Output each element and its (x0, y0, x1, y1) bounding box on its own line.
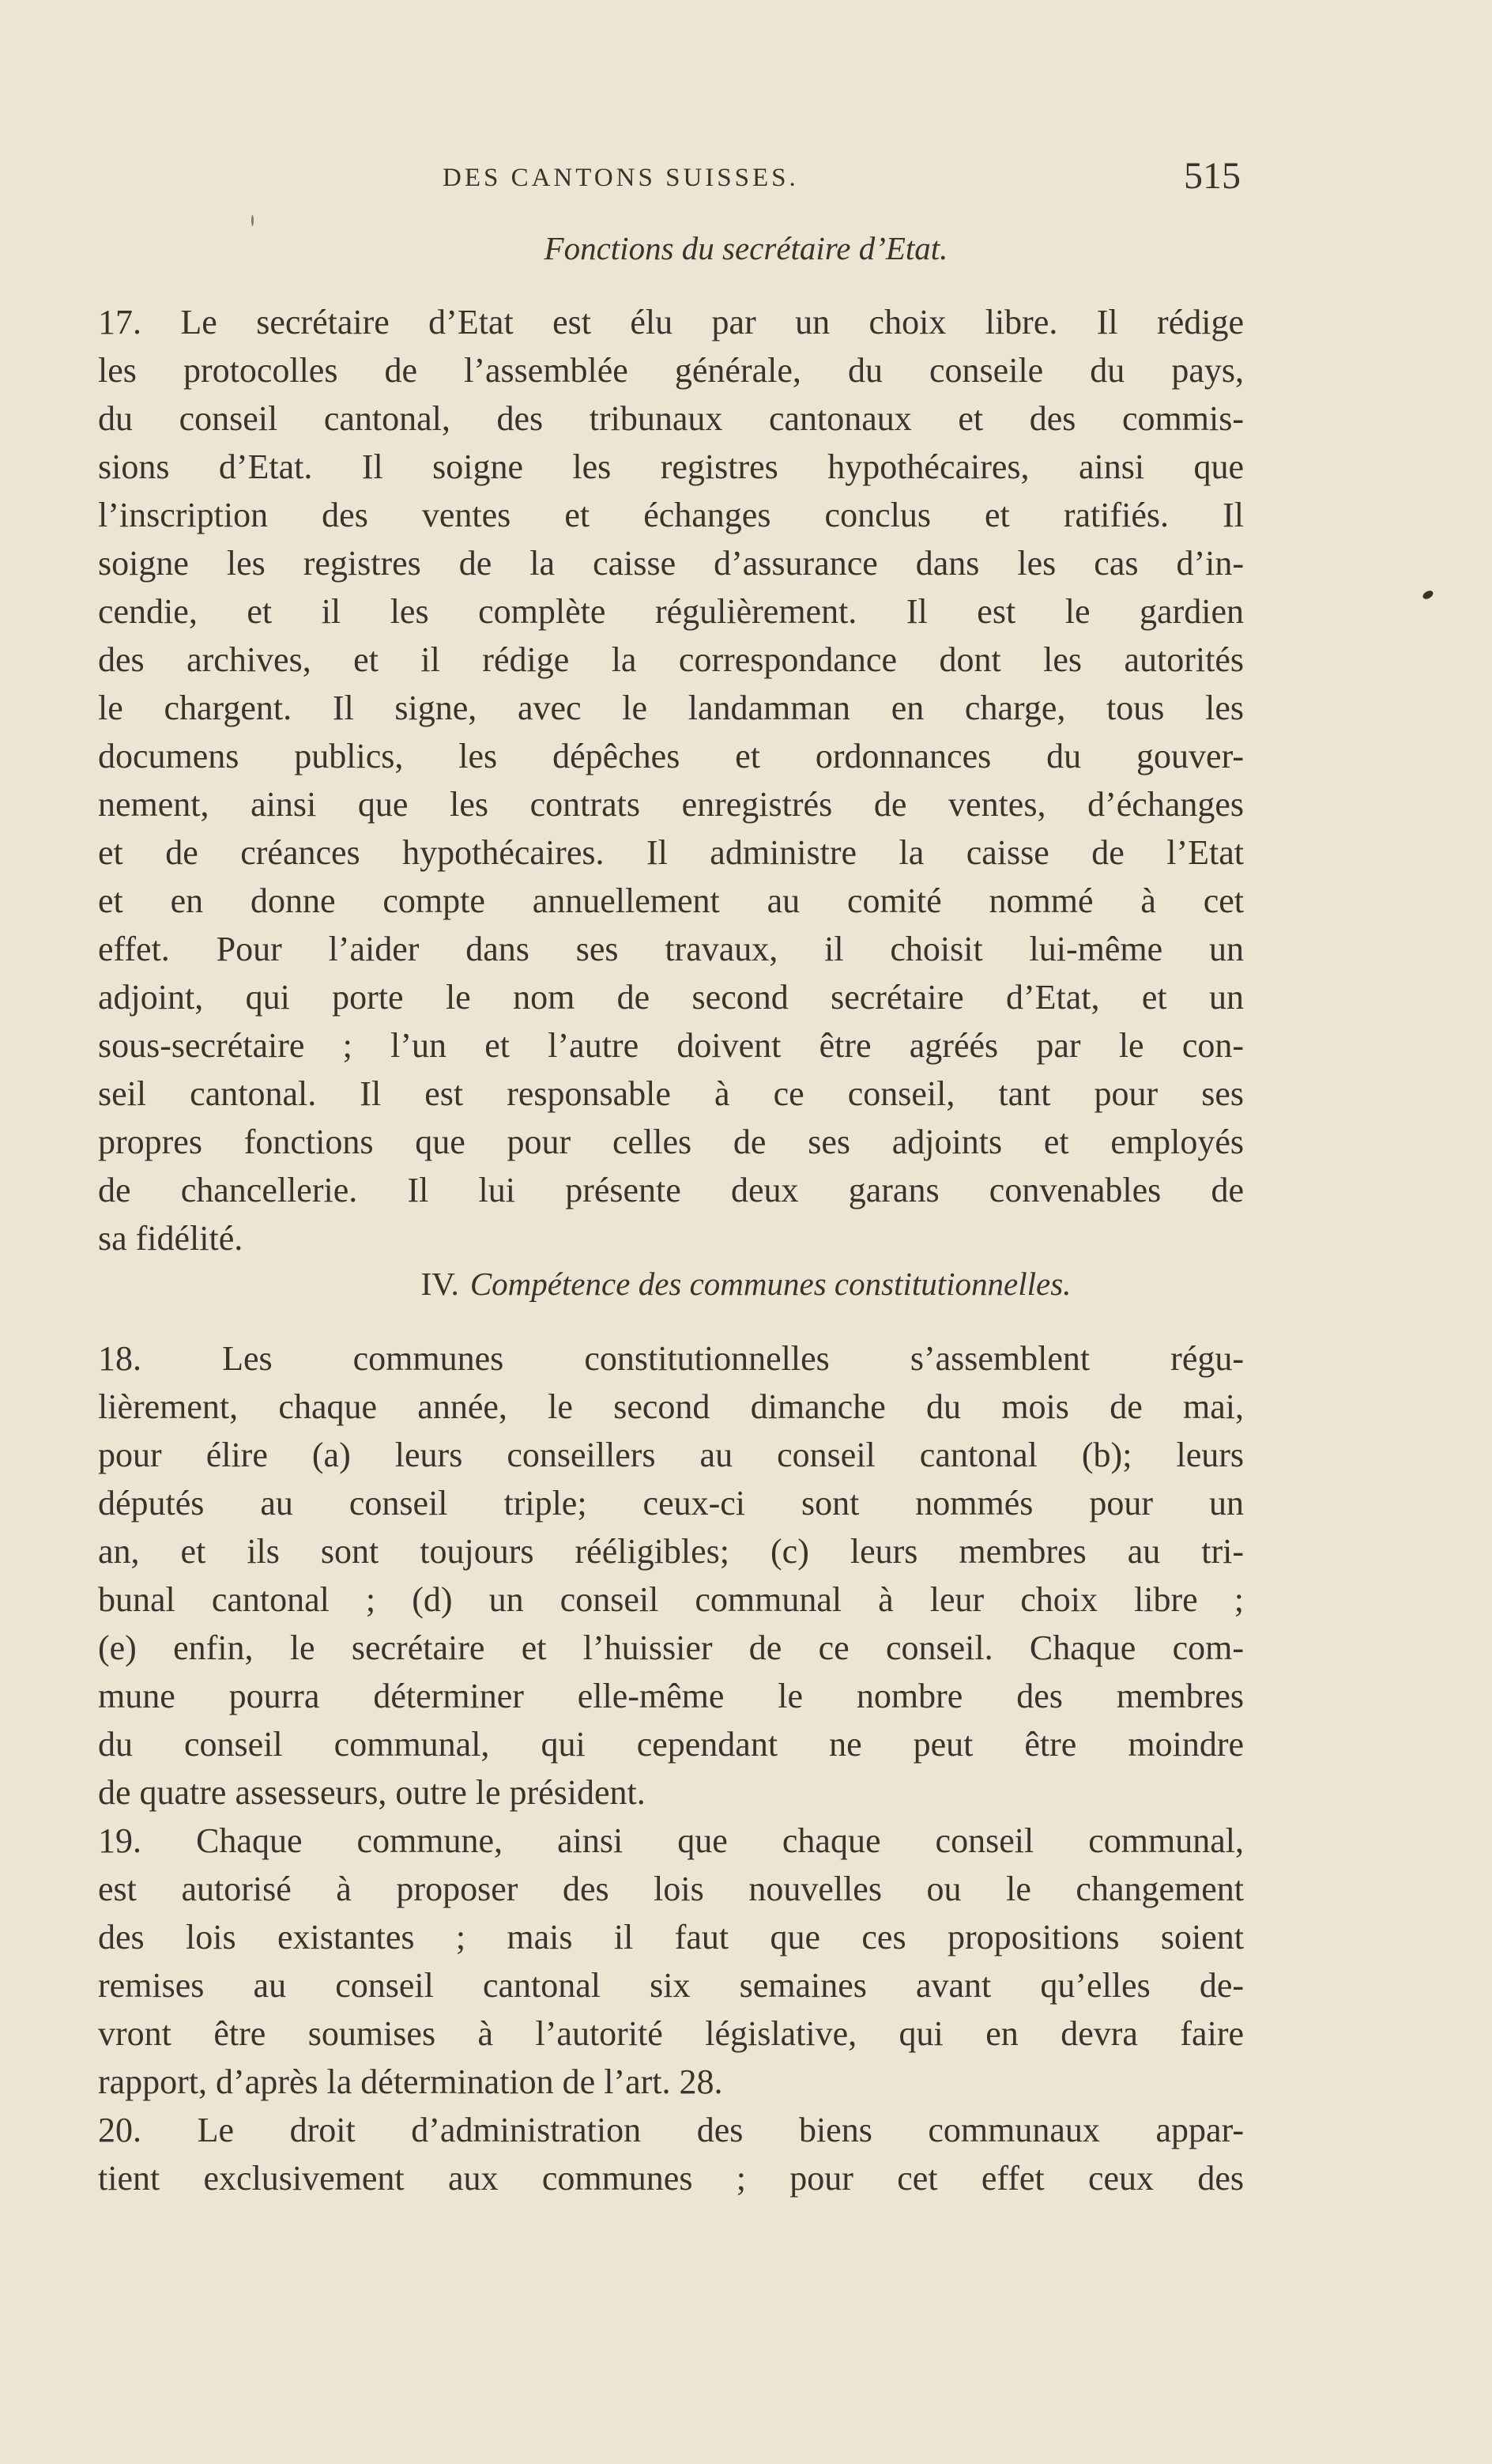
text-line: et de créances hypothécaires. Il administre la caisse de l’Etat (98, 833, 1244, 872)
page-header (443, 154, 1241, 209)
text-line: (e) enfin, le secrétaire et l’huissier de ce conseil. Chaque com- (98, 1628, 1244, 1667)
text-line: députés au conseil triple; ceux-ci sont nommés pour un (98, 1484, 1244, 1523)
text-line: nement, ainsi que les contrats enregistrés de ventes, d’échanges (98, 785, 1244, 824)
text-line: rapport, d’après la détermination de l’art. 28. (98, 2062, 723, 2101)
text-line: sions d’Etat. Il soigne les registres hypothécaires, ainsi que (98, 447, 1244, 486)
text-line: mune pourra déterminer elle-même le nombre des membres (98, 1677, 1244, 1715)
text-line: cendie, et il les complète régulièrement. Il est le gardien (98, 592, 1244, 631)
text-line: des archives, et il rédige la correspondance dont les autorités (98, 640, 1244, 679)
section-heading-secretaire: Fonctions du secrétaire d’Etat. (544, 230, 948, 266)
paragraph-18 (98, 1334, 1244, 2202)
text-line: bunal cantonal ; (d) un conseil communal à leur choix libre ; (98, 1580, 1244, 1619)
text-line: du conseil communal, qui cependant ne peut être moindre (98, 1725, 1244, 1764)
section-number: IV. (420, 1266, 459, 1302)
text-line: 18. Les communes constitutionnelles s’assemblent régu- (98, 1339, 1244, 1378)
text-line: remises au conseil cantonal six semaines avant qu’elles de- (98, 1966, 1244, 2005)
text-line: et en donne compte annuellement au comité nommé à cet (98, 881, 1244, 920)
page-number: 515 (1184, 155, 1241, 197)
running-title: DES CANTONS SUISSES. (443, 164, 799, 192)
text-line: sa fidélité. (98, 1219, 243, 1258)
ink-speck (251, 215, 254, 226)
text-line: de chancellerie. Il lui présente deux garans convenables de (98, 1171, 1244, 1209)
text-line: propres fonctions que pour celles de ses adjoints et employés (98, 1123, 1244, 1161)
text-line: est autorisé à proposer des lois nouvelles ou le changement (98, 1870, 1244, 1908)
text-line: le chargent. Il signe, avec le landamman en charge, tous les (98, 689, 1244, 727)
text-line: 20. Le droit d’administration des biens communaux appar- (98, 2111, 1244, 2149)
text-line: adjoint, qui porte le nom de second secrétaire d’Etat, et un (98, 978, 1244, 1017)
section-heading-communes (0, 1265, 1492, 1303)
text-line: pour élire (a) leurs conseillers au conseil cantonal (b); leurs (98, 1436, 1244, 1474)
text-line: soigne les registres de la caisse d’assurance dans les cas d’in- (98, 544, 1244, 583)
text-line: documens publics, les dépêches et ordonnances du gouver- (98, 737, 1244, 775)
section-title: Compétence des communes constitutionnelles. (469, 1266, 1072, 1302)
text-line: tient exclusivement aux communes ; pour cet effet ceux des (98, 2159, 1244, 2198)
text-line: 19. Chaque commune, ainsi que chaque conseil communal, (98, 1821, 1244, 1860)
text-line: l’inscription des ventes et échanges conclus et ratifiés. Il (98, 496, 1244, 534)
text-line: lièrement, chaque année, le second dimanche du mois de mai, (98, 1387, 1244, 1426)
text-line: du conseil cantonal, des tribunaux cantonaux et des commis- (98, 399, 1244, 438)
paragraph-17 (98, 298, 1244, 1262)
text-line: vront être soumises à l’autorité législative, qui en devra faire (98, 2014, 1244, 2053)
ink-speck (1422, 589, 1435, 601)
text-line: seil cantonal. Il est responsable à ce conseil, tant pour ses (98, 1074, 1244, 1113)
text-line: les protocolles de l’assemblée générale, du conseile du pays, (98, 351, 1244, 390)
text-line: des lois existantes ; mais il faut que ces propositions soient (98, 1918, 1244, 1956)
text-line: de quatre assesseurs, outre le président. (98, 1773, 646, 1812)
text-line: sous-secrétaire ; l’un et l’autre doivent être agréés par le con- (98, 1026, 1244, 1065)
text-line: 17. Le secrétaire d’Etat est élu par un choix libre. Il rédige (98, 303, 1244, 341)
text-line: an, et ils sont toujours rééligibles; (c) leurs membres au tri- (98, 1532, 1244, 1571)
text-line: effet. Pour l’aider dans ses travaux, il choisit lui-même un (98, 930, 1244, 968)
